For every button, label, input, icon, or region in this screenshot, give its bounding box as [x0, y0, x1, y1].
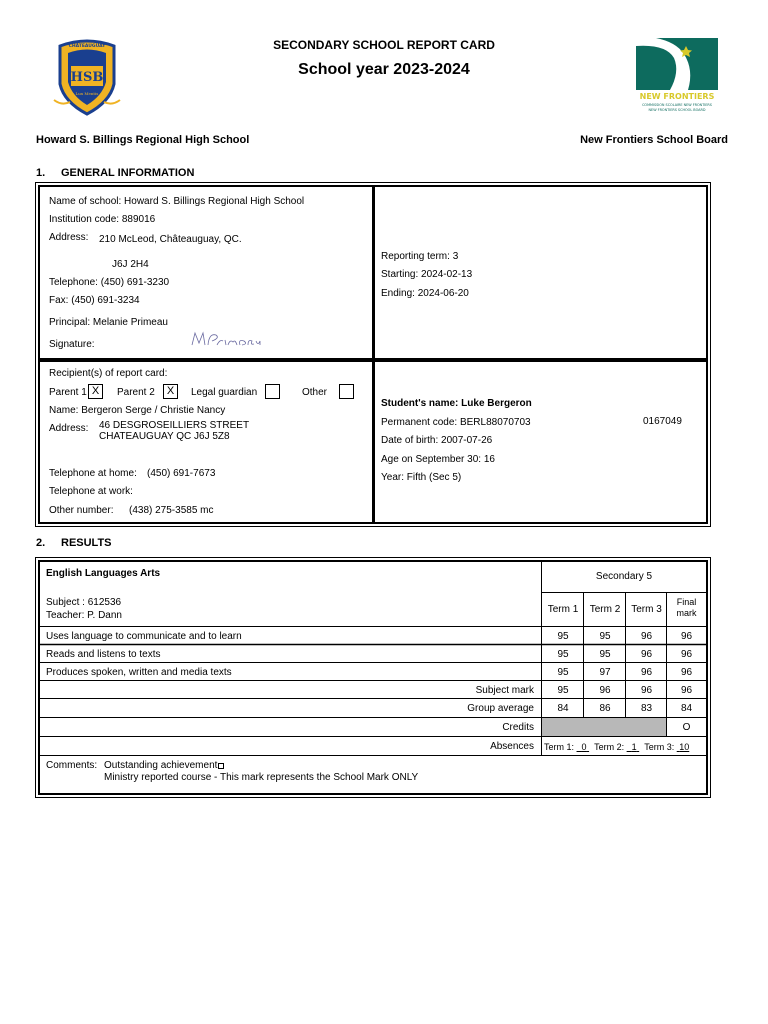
section-number: 1. [36, 167, 46, 179]
comment-line1: Outstanding achievement [104, 760, 224, 772]
term1-header: Term 1 [547, 604, 579, 615]
credits-shaded-cell [542, 718, 666, 736]
permanent-code-row: Permanent code: BERL88070703 [381, 417, 531, 428]
term3-header: Term 3 [631, 604, 662, 615]
nf-name: NEW FRONTIERS [639, 92, 715, 101]
legal-guardian-checkbox[interactable] [265, 384, 280, 399]
general-information-box [35, 182, 711, 527]
absences-detail: Term 1: 0 Term 2: 1 Term 3: 10 [544, 742, 690, 752]
cell-r3-final: 96 [680, 685, 693, 696]
comment-box-icon [218, 763, 224, 769]
cell-r1-term3: 96 [640, 649, 653, 660]
cell-r2-final: 96 [680, 667, 693, 678]
parent1-checkbox[interactable]: X [88, 384, 103, 399]
parent2-checkbox[interactable]: X [163, 384, 178, 399]
age-row: Age on September 30: 16 [381, 454, 495, 465]
cell-r0-term2: 95 [599, 631, 611, 642]
hsb-top-text: CHÂTEAUGUAY [68, 44, 106, 49]
home-telephone: (450) 691-7673 [147, 468, 216, 479]
reporting-term-row: Reporting term: 3 [381, 251, 459, 262]
student-id: 0167049 [643, 416, 682, 427]
cell-r0-term1: 95 [557, 631, 569, 642]
parent2-label: Parent 2 [117, 387, 155, 398]
section-general-information [36, 167, 194, 179]
other-number-label: Other number: [49, 505, 114, 516]
legal-guardian-label: Legal guardian [191, 387, 258, 398]
recipient-address-line2: CHATEAUGUAY QC J6J 5Z8 [99, 431, 230, 442]
row-label-0: Uses language to communicate and to learn [46, 631, 242, 642]
final-mark-header: Final mark [676, 597, 697, 618]
home-telephone-label: Telephone at home: [49, 468, 137, 479]
row-label-2: Produces spoken, written and media texts [46, 667, 232, 678]
cell-r2-term3: 96 [640, 667, 653, 678]
board-name-header: New Frontiers School Board [580, 134, 728, 146]
work-telephone-row: Telephone at work: [49, 486, 133, 497]
section-number: 2. [36, 537, 46, 549]
signature-label: Signature: [49, 339, 95, 350]
cell-r2-term1: 95 [557, 667, 569, 678]
year-row: Year: Fifth (Sec 5) [381, 472, 462, 483]
student-info-cell [373, 360, 708, 524]
teacher-row: Teacher: P. Dann [46, 610, 122, 621]
row-label-1: Reads and listens to texts [46, 649, 161, 660]
section-results [36, 537, 112, 549]
cell-r4-term3: 83 [640, 703, 653, 714]
principal-row: Principal: Melanie Primeau [49, 317, 168, 328]
cell-r3-term2: 96 [599, 685, 611, 696]
school-address-line1: 210 McLeod, Châteauguay, QC. [99, 234, 242, 245]
results-box [35, 557, 711, 798]
comment-line2: Ministry reported course - This mark represents the School Mark ONLY [104, 772, 419, 783]
school-fax-row: Fax: (450) 691-3234 [49, 295, 140, 306]
school-address-label: Address: [49, 232, 89, 243]
recipient-address-line1: 46 DESGROSEILLIERS STREET [99, 420, 250, 431]
term2-header: Term 2 [589, 604, 621, 615]
new-frontiers-logo [636, 38, 718, 118]
row-label-group-average: Group average [467, 703, 534, 714]
school-name-row: Name of school: Howard S. Billings Regional High School [49, 196, 305, 207]
cell-r1-term1: 95 [557, 649, 569, 660]
recipients-cell [38, 360, 374, 524]
cell-r1-final: 96 [680, 649, 693, 660]
school-telephone-row: Telephone: (450) 691-3230 [49, 277, 170, 288]
cell-r1-term2: 95 [599, 649, 611, 660]
nf-line2: NEW FRONTIERS SCHOOL BOARD [648, 108, 706, 112]
comments-label: Comments: [46, 760, 98, 771]
cell-r3-term3: 96 [640, 685, 653, 696]
school-year: School year 2023-2024 [298, 61, 470, 78]
principal-signature [190, 329, 265, 351]
results-table [38, 560, 708, 795]
subject-code-row: Subject : 612536 [46, 597, 122, 608]
school-address-line2: J6J 2H4 [112, 259, 149, 270]
section-title: RESULTS [61, 537, 112, 549]
term-end-row: Ending: 2024-06-20 [381, 288, 469, 299]
hsb-mono: HSB [70, 70, 104, 85]
date-of-birth-row: Date of birth: 2007-07-26 [381, 435, 493, 446]
cell-r4-term2: 86 [599, 703, 611, 714]
nf-line1: COMMISSION SCOLAIRE NEW FRONTIERS [642, 103, 712, 107]
cell-r0-final: 96 [680, 631, 693, 642]
parent1-label: Parent 1 [49, 387, 87, 398]
recipient-address-label: Address: [49, 423, 89, 434]
credits-label: Credits [502, 722, 534, 733]
term-start-row: Starting: 2024-02-13 [381, 269, 473, 280]
row-label-subject-mark: Subject mark [475, 685, 534, 696]
cell-r4-final: 84 [680, 703, 693, 714]
cell-r3-term1: 95 [557, 685, 569, 696]
level-header: Secondary 5 [595, 571, 653, 582]
cell-r2-term2: 97 [599, 667, 611, 678]
school-info-cell [38, 185, 374, 360]
document-title: SECONDARY SCHOOL REPORT CARD [273, 38, 495, 52]
other-label: Other [302, 387, 328, 398]
recipient-name-row: Name: Bergeron Serge / Christie Nancy [49, 405, 226, 416]
hsb-motto: Lux Mentis [75, 91, 99, 96]
student-name-row: Student's name: Luke Bergeron [381, 398, 532, 409]
term-info-cell [373, 185, 708, 360]
school-name-header: Howard S. Billings Regional High School [36, 134, 250, 146]
cell-r0-term3: 96 [640, 631, 653, 642]
credits-value: O [682, 722, 691, 733]
section-title: GENERAL INFORMATION [61, 167, 195, 179]
cell-r4-term1: 84 [557, 703, 569, 714]
subject-title: English Languages Arts [46, 568, 161, 579]
absences-label: Absences [490, 741, 534, 752]
other-checkbox[interactable] [339, 384, 354, 399]
institution-code-row: Institution code: 889016 [49, 214, 156, 225]
other-number: (438) 275-3585 mc [129, 505, 214, 516]
recipients-heading: Recipient(s) of report card: [49, 368, 168, 379]
